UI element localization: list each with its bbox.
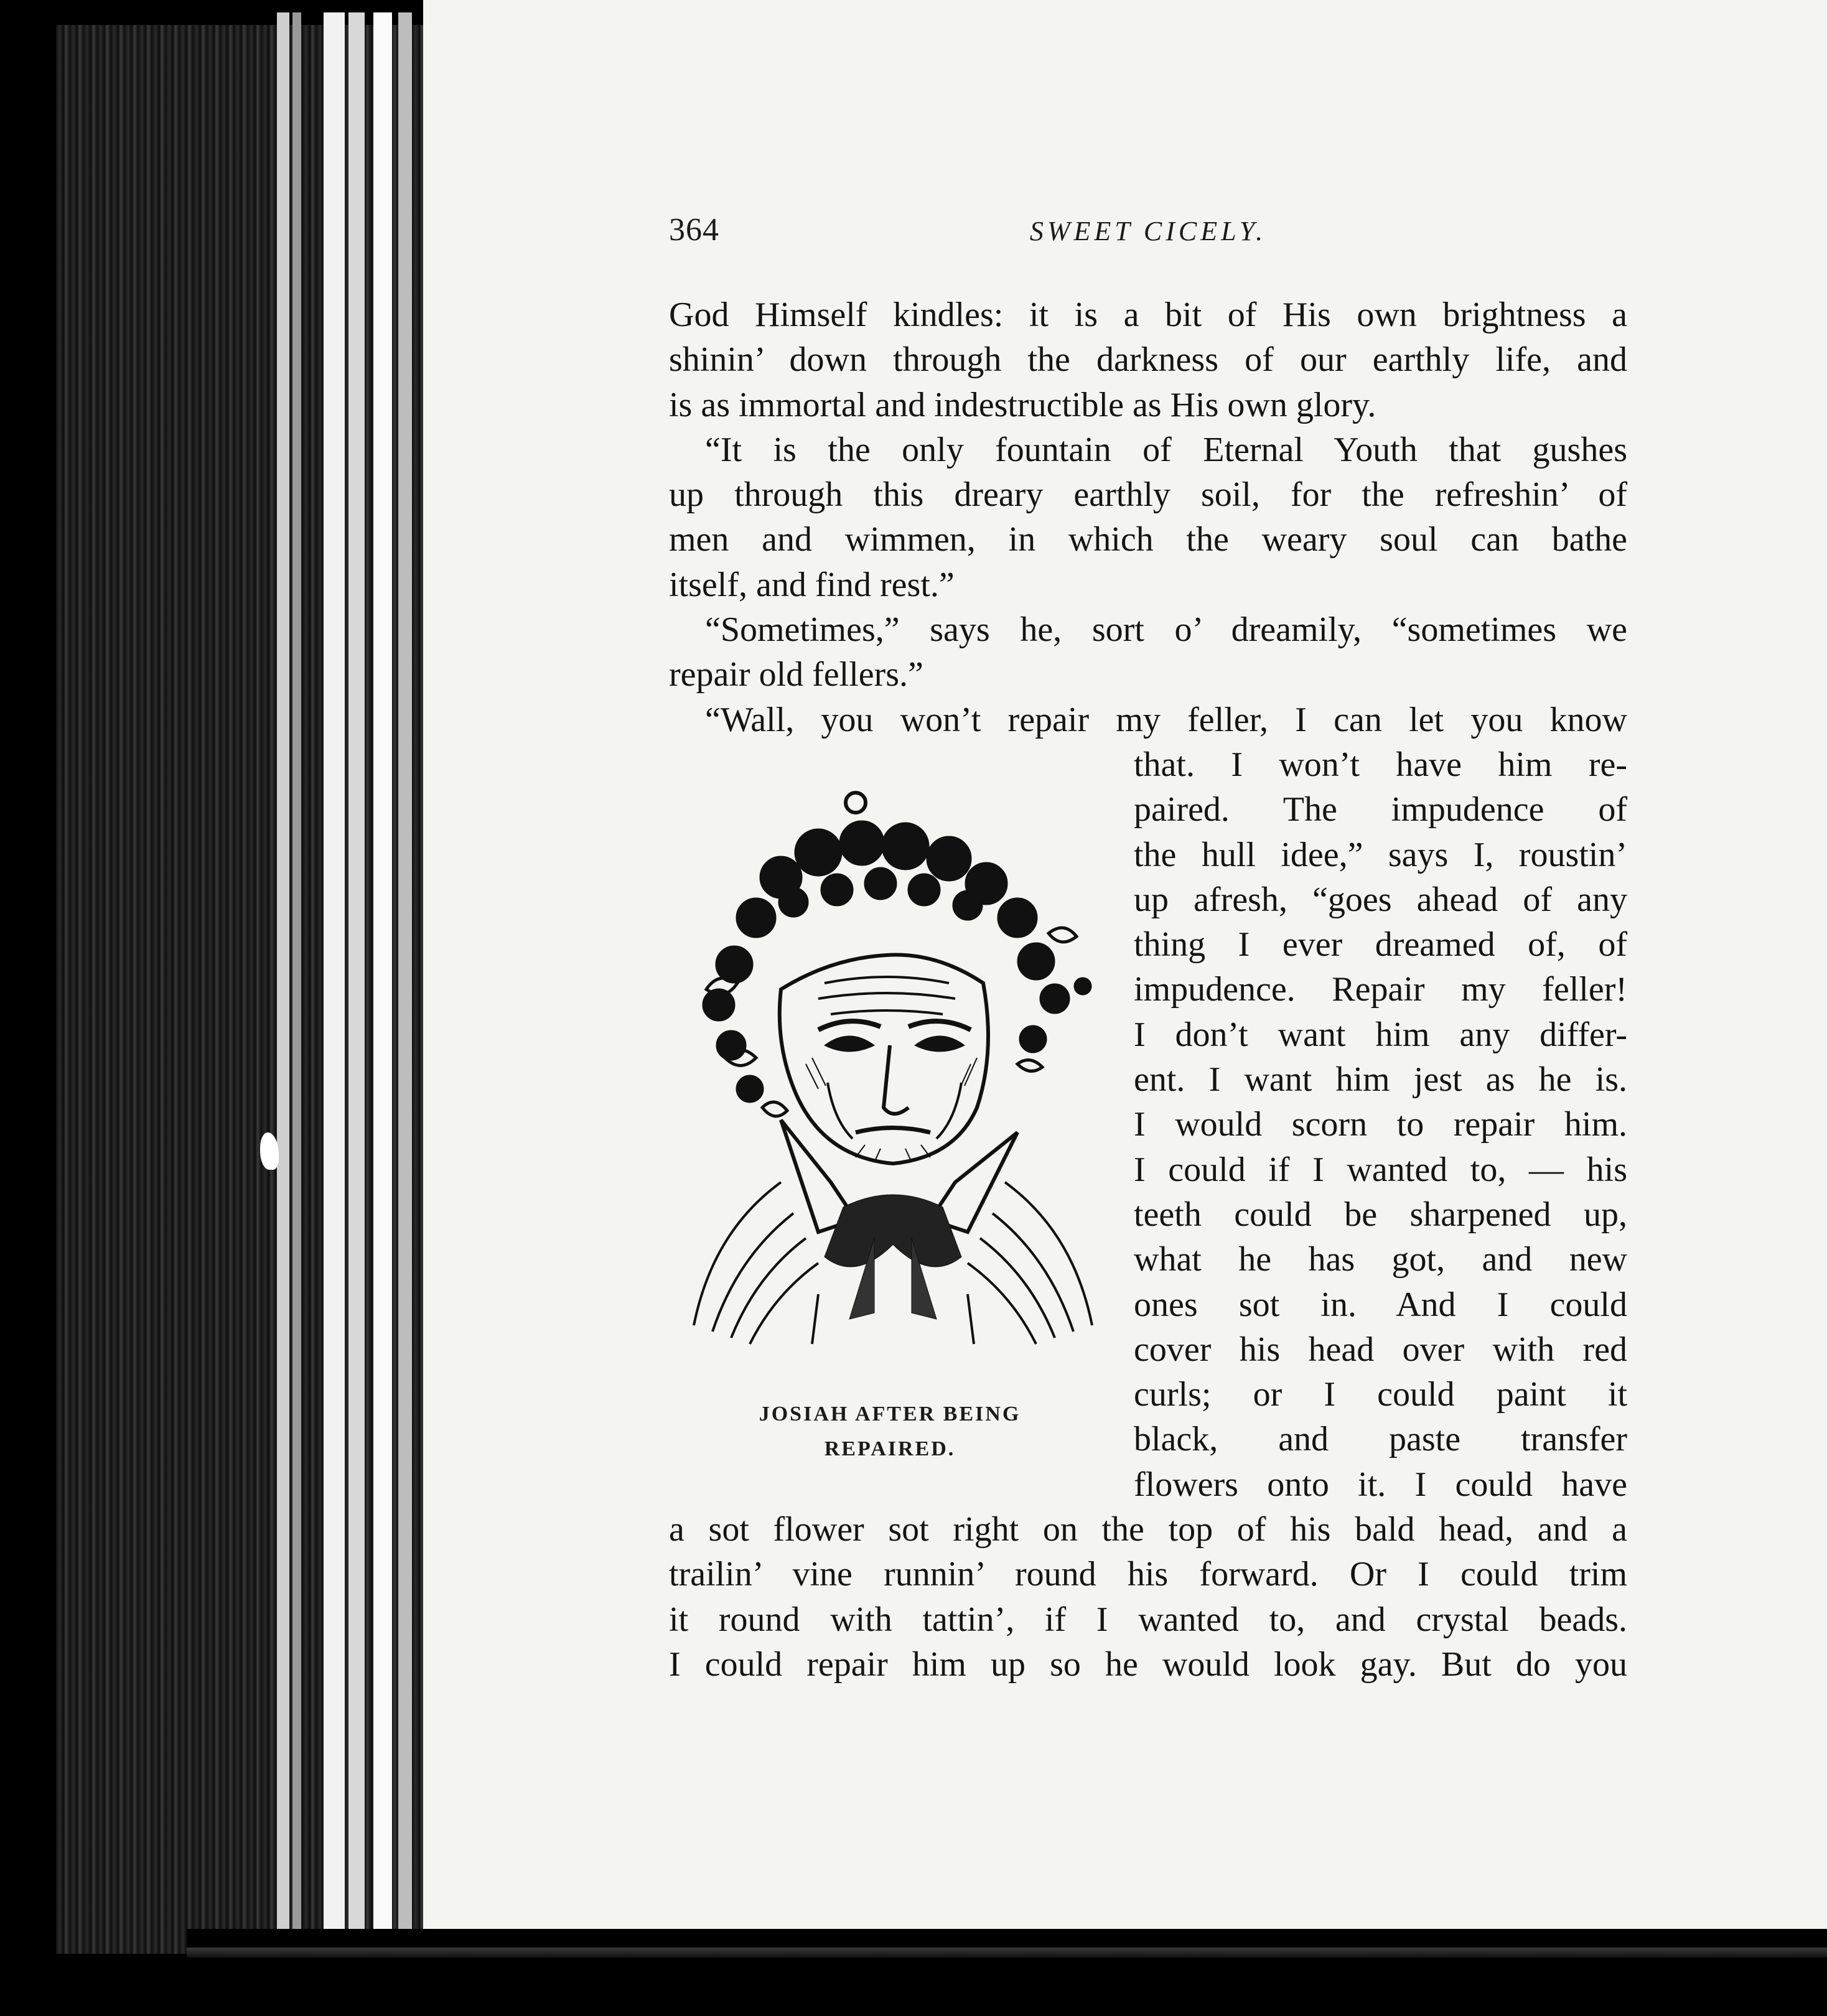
text-line: a sot flower sot right on the top of his bald head, and a <box>669 1510 1627 1549</box>
text-line: curls; or I could paint it <box>1134 1375 1627 1414</box>
page-edge-strip <box>398 12 412 1960</box>
text-line: up afresh, “goes ahead of any <box>1134 880 1627 919</box>
page-edge-strip <box>277 12 289 1960</box>
text-line: I would scorn to repair him. <box>1134 1105 1627 1144</box>
text-line: trailin’ vine runnin’ round his forward. Or I could trim <box>669 1555 1627 1594</box>
text-line: what he has got, and new <box>1134 1240 1627 1279</box>
text-line: repair old fellers.” <box>669 655 923 694</box>
text-line: shinin’ down through the darkness of our earthly life, and <box>669 340 1627 380</box>
page-edge-strip <box>292 12 301 1960</box>
page-bottom-edge <box>187 1948 1827 1958</box>
text-line: black, and paste transfer <box>1134 1420 1627 1459</box>
caption-line: REPAIRED. <box>824 1437 956 1460</box>
text-line: ones sot in. And I could <box>1134 1285 1627 1324</box>
text-line: ent. I want him jest as he is. <box>1134 1060 1627 1099</box>
text-line: up through this dreary earthly soil, for the refreshin’ of <box>669 475 1627 515</box>
text-line: impudence. Repair my feller! <box>1134 970 1627 1009</box>
text-line: teeth could be sharpened up, <box>1134 1195 1627 1234</box>
text-line: cover his head over with red <box>1134 1330 1627 1369</box>
page-bottom-shadow <box>187 1929 1827 2016</box>
illustration-caption <box>697 1397 1083 1467</box>
text-line: I don’t want him any differ- <box>1134 1015 1627 1054</box>
text-line: “It is the only fountain of Eternal Youth that gushes <box>705 430 1627 469</box>
text-line: “Wall, you won’t repair my feller, I can let you know <box>705 700 1627 739</box>
caption-line: JOSIAH AFTER BEING <box>759 1402 1021 1426</box>
text-line: flowers onto it. I could have <box>1134 1465 1627 1504</box>
page-number: 364 <box>669 212 719 248</box>
page-edge-strip <box>324 12 345 1960</box>
text-line: paired. The impudence of <box>1134 790 1627 829</box>
face-outline <box>780 955 988 1164</box>
text-line: the hull idee,” says I, roustin’ <box>1134 835 1627 874</box>
text-line: that. I won’t have him re- <box>1134 745 1627 784</box>
running-head <box>669 212 1627 255</box>
josiah-portrait-illustration <box>669 784 1117 1356</box>
text-wrap-column <box>1134 742 1627 1507</box>
text-line: is as immortal and indestructible as His own glory. <box>669 385 1376 424</box>
running-title: SWEET CICELY. <box>1029 216 1267 246</box>
text-line: God Himself kindles: it is a bit of His own brightness a <box>669 296 1627 334</box>
text-line: thing I ever dreamed of, of <box>1134 925 1627 964</box>
book-page-edges <box>0 0 429 2016</box>
text-line: it round with tattin’, if I wanted to, and crystal beads. <box>669 1600 1627 1639</box>
text-line: I could if I wanted to, — his <box>1134 1150 1627 1189</box>
page-edge-strip <box>373 12 392 1960</box>
page-edge-strip <box>348 12 365 1960</box>
text-line: I could repair him up so he would look gay. But do you <box>669 1645 1627 1684</box>
text-line: “Sometimes,” says he, sort o’ dreamily, “sometimes we <box>705 610 1627 650</box>
text-line: itself, and find rest.” <box>669 565 955 604</box>
text-line: men and wimmen, in which the weary soul can bathe <box>669 520 1627 559</box>
